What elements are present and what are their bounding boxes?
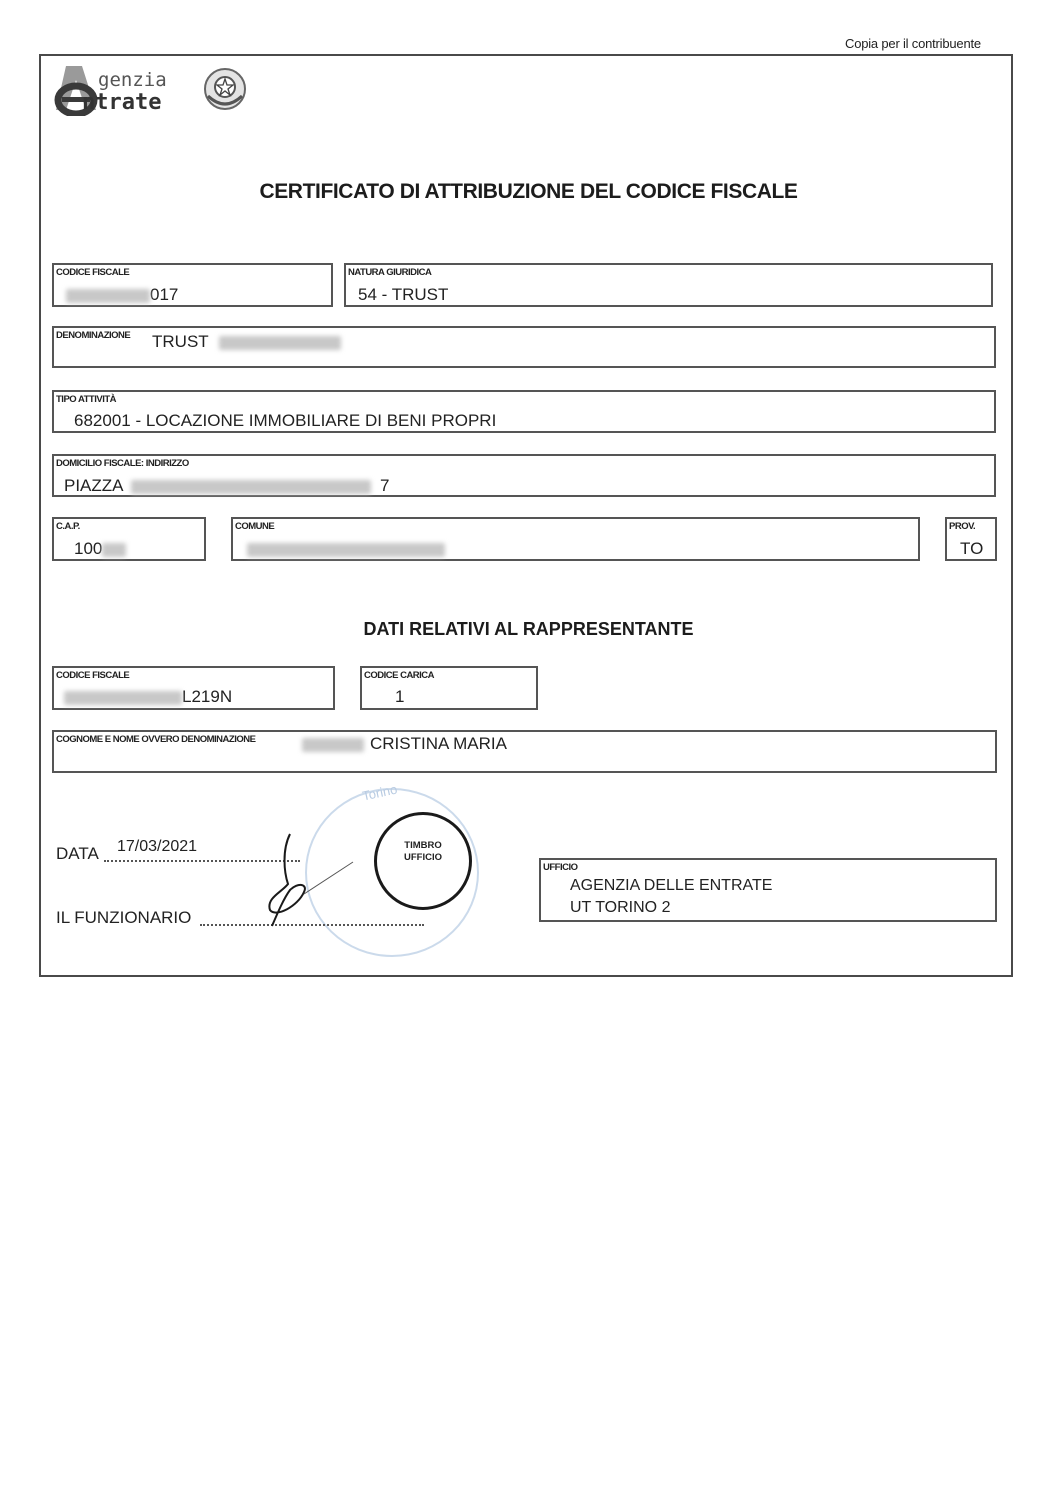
field-label: TIPO ATTIVITÀ [56, 394, 116, 405]
field-label: DOMICILIO FISCALE: INDIRIZZO [56, 458, 189, 469]
signature-icon [258, 832, 368, 932]
field-label: COMUNE [235, 521, 275, 532]
field-domicilio-fiscale [52, 454, 996, 497]
logo-text-genzia: genzia [98, 69, 167, 91]
field-value [152, 332, 341, 352]
timbro-ufficio-text [374, 840, 472, 864]
stamp-line-2: UFFICIO [404, 852, 442, 863]
address-prefix: PIAZZA [64, 476, 123, 495]
field-rep-nome [52, 730, 997, 773]
field-label: CODICE FISCALE [56, 267, 130, 278]
field-value [74, 539, 126, 559]
field-value [66, 285, 178, 305]
codice-fiscale-visible: 017 [150, 285, 179, 304]
field-value [247, 539, 445, 559]
field-label: DENOMINAZIONE [56, 330, 131, 341]
field-value [64, 476, 390, 496]
redacted-block [219, 336, 341, 350]
funzionario-label: IL FUNZIONARIO [56, 908, 192, 927]
field-value: 1 [395, 687, 405, 706]
field-prov [945, 517, 997, 561]
redacted-block [302, 738, 364, 752]
field-value: 54 - TRUST [358, 285, 449, 304]
field-label: COGNOME E NOME OVVERO DENOMINAZIONE [56, 734, 256, 745]
ufficio-line-1: AGENZIA DELLE ENTRATE [570, 877, 773, 894]
stamp-line-1: TIMBRO [404, 840, 442, 851]
field-label: UFFICIO [543, 862, 578, 873]
address-number: 7 [380, 476, 390, 495]
field-value [64, 687, 232, 707]
field-label: C.A.P. [56, 521, 80, 532]
cap-visible: 100 [74, 539, 103, 558]
data-label: DATA [56, 844, 99, 863]
field-tipo-attivita [52, 390, 996, 433]
rep-nome-visible: CRISTINA MARIA [370, 734, 507, 753]
field-label: CODICE FISCALE [56, 670, 130, 681]
page-title: CERTIFICATO DI ATTRIBUZIONE DEL CODICE FISCALE [259, 180, 798, 203]
field-comune [231, 517, 920, 561]
field-codice-fiscale [52, 263, 333, 307]
redacted-block [131, 480, 371, 494]
field-value: 682001 - LOCAZIONE IMMOBILIARE DI BENI PROPRI [74, 411, 497, 430]
field-label: PROV. [949, 521, 976, 532]
field-value [302, 734, 507, 754]
field-rep-codice-fiscale [52, 666, 335, 710]
copy-note: Copia per il contribuente [845, 36, 981, 51]
section-title-rappresentante: DATI RELATIVI AL RAPPRESENTANTE [363, 619, 694, 639]
field-label: CODICE CARICA [364, 670, 435, 681]
rep-codice-fiscale-visible: L219N [182, 687, 233, 706]
denominazione-visible: TRUST [152, 332, 209, 351]
field-codice-carica [360, 666, 538, 710]
redacted-block [247, 543, 445, 557]
field-ufficio [539, 858, 997, 922]
ufficio-line-2: UT TORINO 2 [570, 899, 671, 916]
field-natura-giuridica [344, 263, 993, 307]
field-cap [52, 517, 206, 561]
italian-republic-emblem-icon [202, 66, 248, 112]
data-value: 17/03/2021 [117, 838, 198, 855]
redacted-block [64, 691, 182, 705]
logo-text-ntrate: ntrate [82, 90, 162, 115]
redacted-block [66, 289, 150, 303]
field-denominazione [52, 326, 996, 368]
field-label: NATURA GIURIDICA [348, 267, 432, 278]
redacted-block [102, 543, 126, 557]
field-value: TO [960, 539, 984, 558]
stamp-ring-text: Torino [360, 781, 399, 804]
